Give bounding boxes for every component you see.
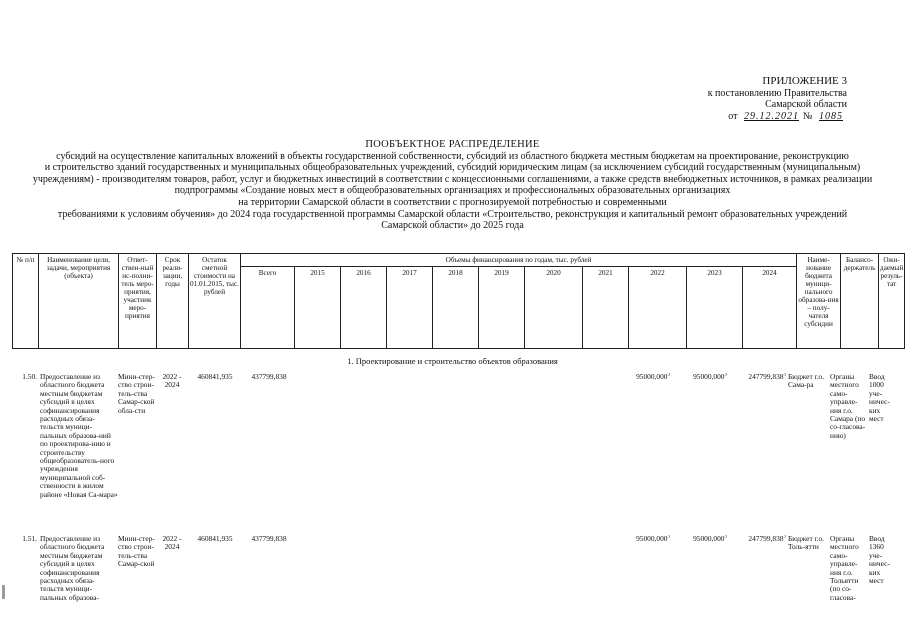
appendix-number: 1085 — [819, 110, 843, 122]
header-year-2016: 2016 — [341, 267, 387, 349]
section-title: 1. Проектирование и строительство объектов образования — [347, 356, 558, 366]
header-year-2022: 2022 — [629, 267, 687, 349]
header-responsible: Ответ-ствен-ный ис-полни-тель меро-приятия, участник меро-приятия — [119, 254, 157, 349]
table-body — [12, 355, 893, 625]
header-budget: Наиме-нование бюджета муници-пального образова-ния – полу-чателя субсидии — [797, 254, 841, 349]
row-term: 2022 - 2024 — [162, 373, 182, 390]
heading-line-6: требованиями к условиям обучения» до 2024 года государственной программы Самарской области «Строительство, реконструкция и капитальный ремонт образовательных учреждений — [57, 208, 848, 220]
row-2022-footnote: 3 — [667, 373, 670, 378]
date-prefix: от — [728, 110, 738, 122]
row-2024-footnote: 3 — [783, 373, 786, 378]
row-budget: Бюджет г.о. Сама-ра — [788, 373, 825, 390]
appendix-title: ПРИЛОЖЕНИЕ 3 — [762, 75, 847, 87]
header-term: Срок реали-зации, годы — [157, 254, 189, 349]
heading-line-1: субсидий на осуществление капитальных вложений в объекты государственной собственности, субсидий из областного бюджета местным бюджетам на проектирование, реконструкцию — [56, 150, 849, 162]
row-result: Ввод 1360 уче-ничес-ких мест — [869, 535, 890, 586]
row-holder: Органы местного само-управле-ния г.о. Самара (по со-гласова-нию) — [830, 373, 866, 440]
row-2023-value: 95000,000 — [693, 373, 725, 381]
header-result: Ожи-даемый резуль-тат — [879, 254, 905, 349]
header-year-2018: 2018 — [433, 267, 479, 349]
appendix-line1: к постановлению Правительства — [707, 87, 847, 99]
header-num: № п/п — [13, 254, 39, 349]
row-2022 — [612, 373, 670, 381]
document-heading — [0, 139, 905, 232]
appendix-block — [708, 76, 847, 122]
heading-line-4: подпрограммы «Создание новых мест в общеобразовательных организациях и профессиональных образовательных организациях — [174, 185, 731, 197]
number-prefix: № — [802, 110, 813, 122]
row-term: 2022 - 2024 — [162, 535, 182, 552]
header-volumes: Объемы финансирования по годам, тыс. рублей — [241, 254, 797, 267]
row-2024 — [730, 373, 786, 381]
appendix-date: 29.12.2021 — [743, 110, 799, 122]
table-row — [12, 535, 893, 625]
heading-line-7: Самарской области» до 2025 года — [381, 220, 524, 232]
header-year-2021: 2021 — [583, 267, 629, 349]
row-2022-value: 95000,000 — [636, 535, 668, 543]
header-name: Наименование цели, задачи, мероприятия (объекта) — [39, 254, 119, 349]
row-num: 1.50. — [22, 373, 37, 381]
header-year-2017: 2017 — [387, 267, 433, 349]
row-2023 — [672, 373, 727, 381]
header-rest: Остаток сметной стоимости на 01.01.2015, тыс. рублей — [189, 254, 241, 349]
appendix-date-line — [728, 111, 847, 123]
row-holder: Органы местного само-управле-ния г.о. Тольятти (по со-гласова- — [830, 535, 859, 602]
heading-line-2: и строительство зданий государственных и муниципальных общеобразовательных учреждений, субсидий юридическим лицам (за исключением субсидий государственным (муниципальным) — [44, 162, 861, 174]
row-2022 — [612, 535, 670, 543]
row-2024-value: 247799,838 — [748, 535, 784, 543]
row-2023-footnote: 3 — [724, 535, 727, 540]
row-2022-footnote: 3 — [667, 535, 670, 540]
row-2024 — [730, 535, 786, 543]
row-total: 437799,838 — [251, 373, 287, 381]
row-2023-value: 95000,000 — [693, 535, 725, 543]
table-header — [12, 253, 905, 349]
row-num: 1.51. — [22, 535, 37, 543]
row-name: Предоставление из областного бюджета местным бюджетам субсидий в целях софинансирования расходных обяза-тельств муници-пальных образова-ний по проектирова-нию и строительству общеобразователь-ного учреждения муниципальной соб-ственности в жилом районе «Новая Са-мара» — [40, 373, 118, 499]
header-year-2019: 2019 — [479, 267, 525, 349]
table-row — [12, 373, 893, 535]
header-holder: Балансо-держатель — [841, 254, 879, 349]
header-year-2024: 2024 — [743, 267, 797, 349]
row-responsible: Мини-стер-ство строи-тель-ства Самар-ской — [118, 535, 155, 569]
header-year-2015: 2015 — [295, 267, 341, 349]
row-2024-value: 247799,838 — [748, 373, 784, 381]
row-budget: Бюджет г.о. Толь-ятти — [788, 535, 825, 552]
heading-line-3: учреждениям) - производителям товаров, работ, услуг и бюджетных инвестиций в соответствии с концессионными соглашениями, а также средств внебюджетных источников, в рамках реализации — [32, 173, 873, 185]
row-2022-value: 95000,000 — [636, 373, 668, 381]
row-name: Предоставление из областного бюджета местным бюджетам субсидий в целях софинансирования расходных обяза-тельств муници-пальных образова- — [40, 535, 105, 602]
row-rest: 460841,935 — [197, 373, 233, 381]
row-responsible: Мини-стер-ство строи-тель-ства Самар-ской обла-сти — [118, 373, 155, 415]
row-2024-footnote: 3 — [783, 535, 786, 540]
header-year-2020: 2020 — [525, 267, 583, 349]
document-title: ПООБЪЕКТНОЕ РАСПРЕДЕЛЕНИЕ — [365, 139, 540, 150]
appendix-line2: Самарской области — [765, 99, 847, 110]
header-year-2023: 2023 — [687, 267, 743, 349]
row-rest: 460841,935 — [197, 535, 233, 543]
scan-artifact — [2, 585, 5, 599]
row-total: 437799,838 — [251, 535, 287, 543]
row-2023-footnote: 3 — [724, 373, 727, 378]
row-2023 — [672, 535, 727, 543]
row-result: Ввод 1000 уче-ничес-ких мест — [869, 373, 890, 424]
header-total: Всего — [241, 267, 295, 349]
heading-line-5: на территории Самарской области в соответствии с прогнозируемой потребностью и современными — [238, 196, 667, 208]
